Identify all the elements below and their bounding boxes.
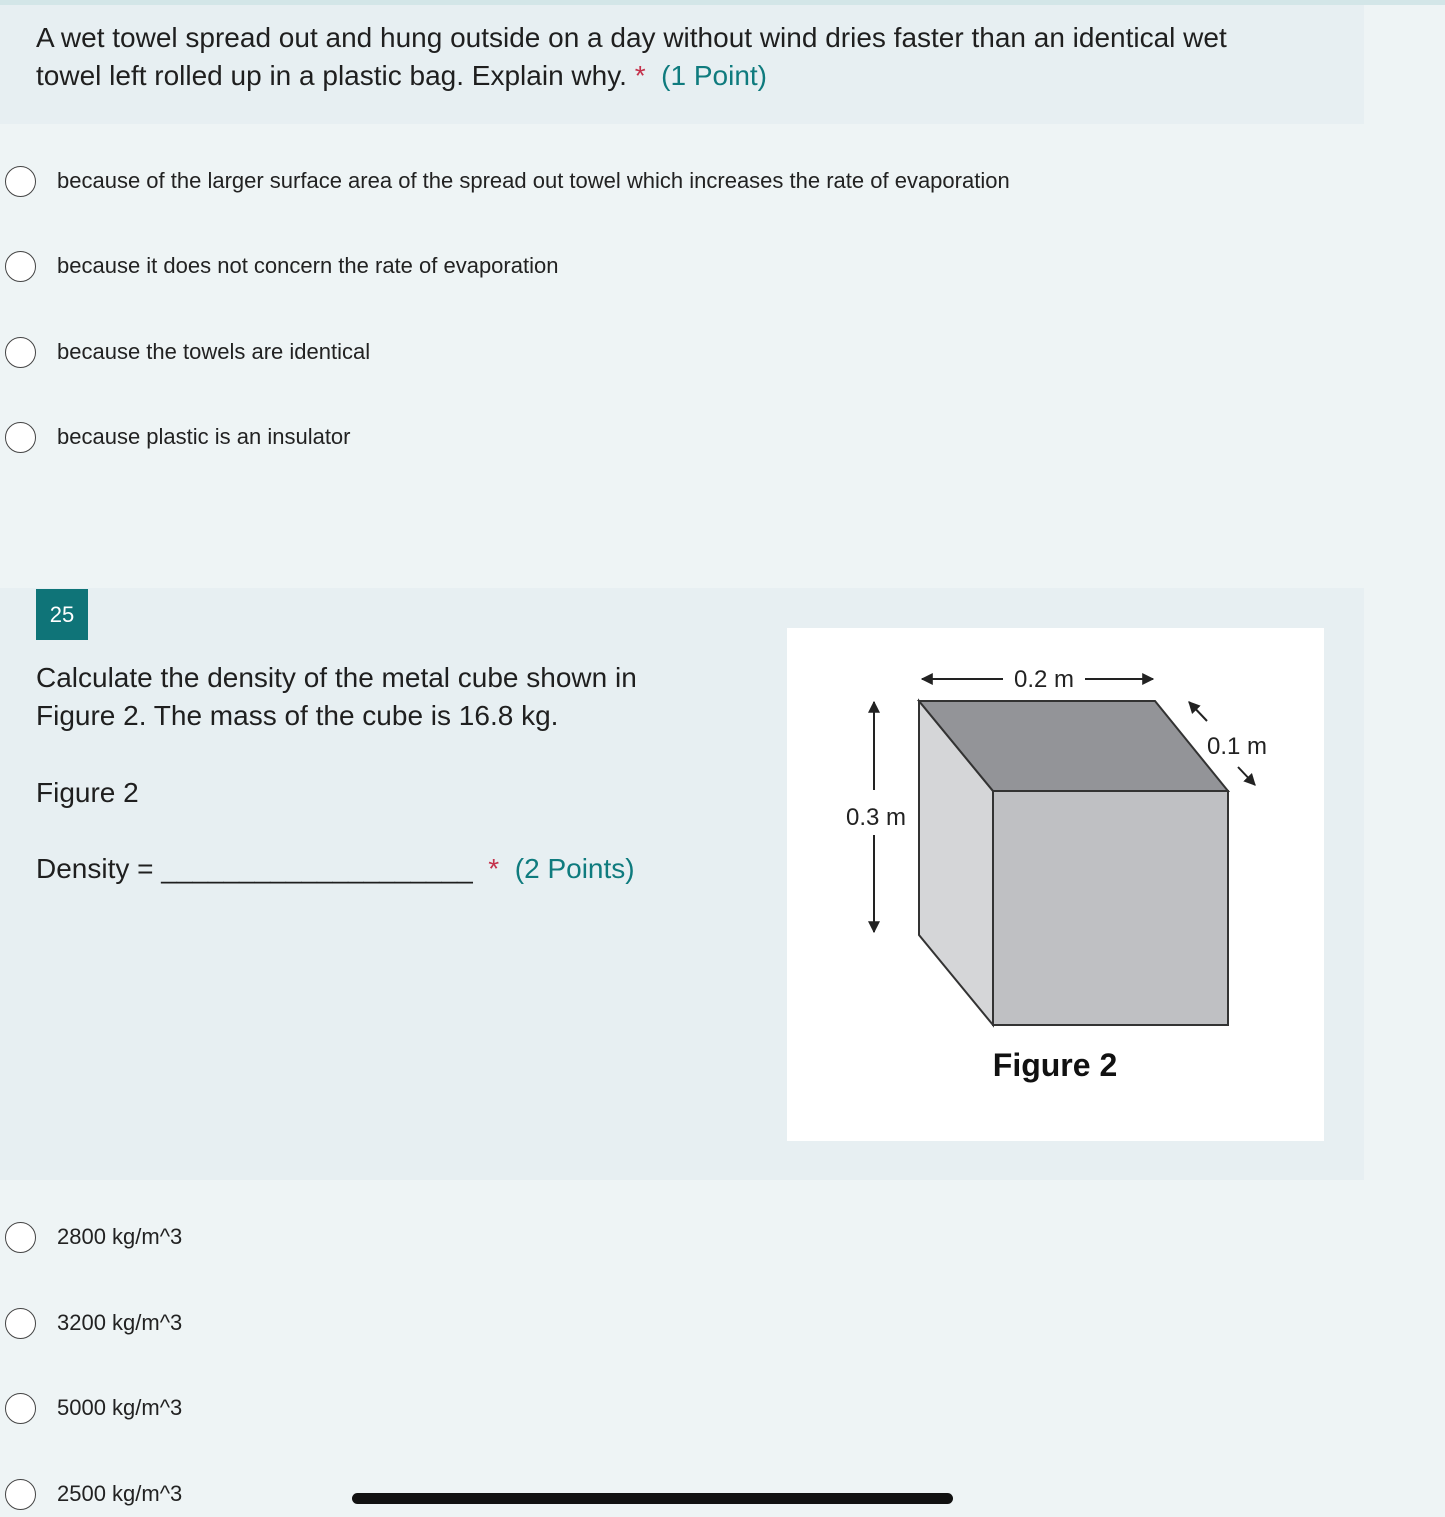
q25-option-3[interactable] [5, 1391, 182, 1425]
radio-button[interactable] [5, 1479, 36, 1510]
radio-button[interactable] [5, 166, 36, 197]
q24-option-1[interactable] [5, 164, 1010, 198]
required-marker: * [634, 60, 646, 91]
option-label: 5000 kg/m^3 [57, 1395, 183, 1420]
figure-caption: Figure 2 [992, 1047, 1118, 1083]
required-marker: * [488, 853, 500, 884]
answer-blank: ____________________ [161, 853, 473, 884]
radio-button[interactable] [5, 1308, 36, 1339]
option-label: because plastic is an insulator [57, 424, 351, 449]
depth-arrow-down [1238, 767, 1255, 785]
q25-option-1[interactable] [5, 1220, 182, 1254]
question-number-badge: 25 [36, 589, 88, 640]
points-label: (2 Points) [514, 853, 635, 884]
cube-front-face [993, 791, 1228, 1025]
width-label: 0.2 m [1013, 666, 1075, 693]
question-25-title [36, 659, 637, 735]
question-25-line-2: Figure 2. The mass of the cube is 16.8 kg. [36, 700, 559, 731]
q24-option-2[interactable] [5, 249, 558, 283]
figure-reference: Figure 2 [36, 777, 139, 808]
question-24-line-1: A wet towel spread out and hung outside on a day without wind dries faster than an identical wet [36, 22, 1227, 53]
figure-2-image [787, 628, 1324, 1141]
density-label: Density = [36, 853, 162, 884]
radio-button[interactable] [5, 251, 36, 282]
question-25-line-1: Calculate the density of the metal cube shown in [36, 662, 637, 693]
option-label: because of the larger surface area of the spread out towel which increases the rate of evaporation [57, 168, 1010, 193]
q25-option-2[interactable] [5, 1306, 182, 1340]
question-24-line-2 [36, 57, 1227, 95]
option-label: because it does not concern the rate of evaporation [57, 253, 559, 278]
option-label: 2500 kg/m^3 [57, 1481, 183, 1506]
question-24-title [36, 19, 1227, 95]
question-24-header [0, 5, 1364, 124]
option-label: 2800 kg/m^3 [57, 1224, 183, 1249]
home-indicator-bar[interactable] [352, 1493, 953, 1504]
q24-option-3[interactable] [5, 335, 370, 369]
radio-button[interactable] [5, 1222, 36, 1253]
cube-diagram [787, 628, 1324, 1141]
option-label: because the towels are identical [57, 339, 371, 364]
radio-button[interactable] [5, 422, 36, 453]
depth-label: 0.1 m [1206, 733, 1268, 760]
q24-option-4[interactable] [5, 420, 351, 454]
q25-option-4[interactable] [5, 1477, 182, 1511]
height-label: 0.3 m [845, 804, 907, 831]
question-24-line-2-text: towel left rolled up in a plastic bag. Explain why. [36, 60, 627, 91]
radio-button[interactable] [5, 1393, 36, 1424]
depth-arrow-up [1189, 702, 1207, 721]
radio-button[interactable] [5, 337, 36, 368]
density-line [36, 850, 635, 888]
option-label: 3200 kg/m^3 [57, 1310, 183, 1335]
points-label: (1 Point) [661, 60, 767, 91]
